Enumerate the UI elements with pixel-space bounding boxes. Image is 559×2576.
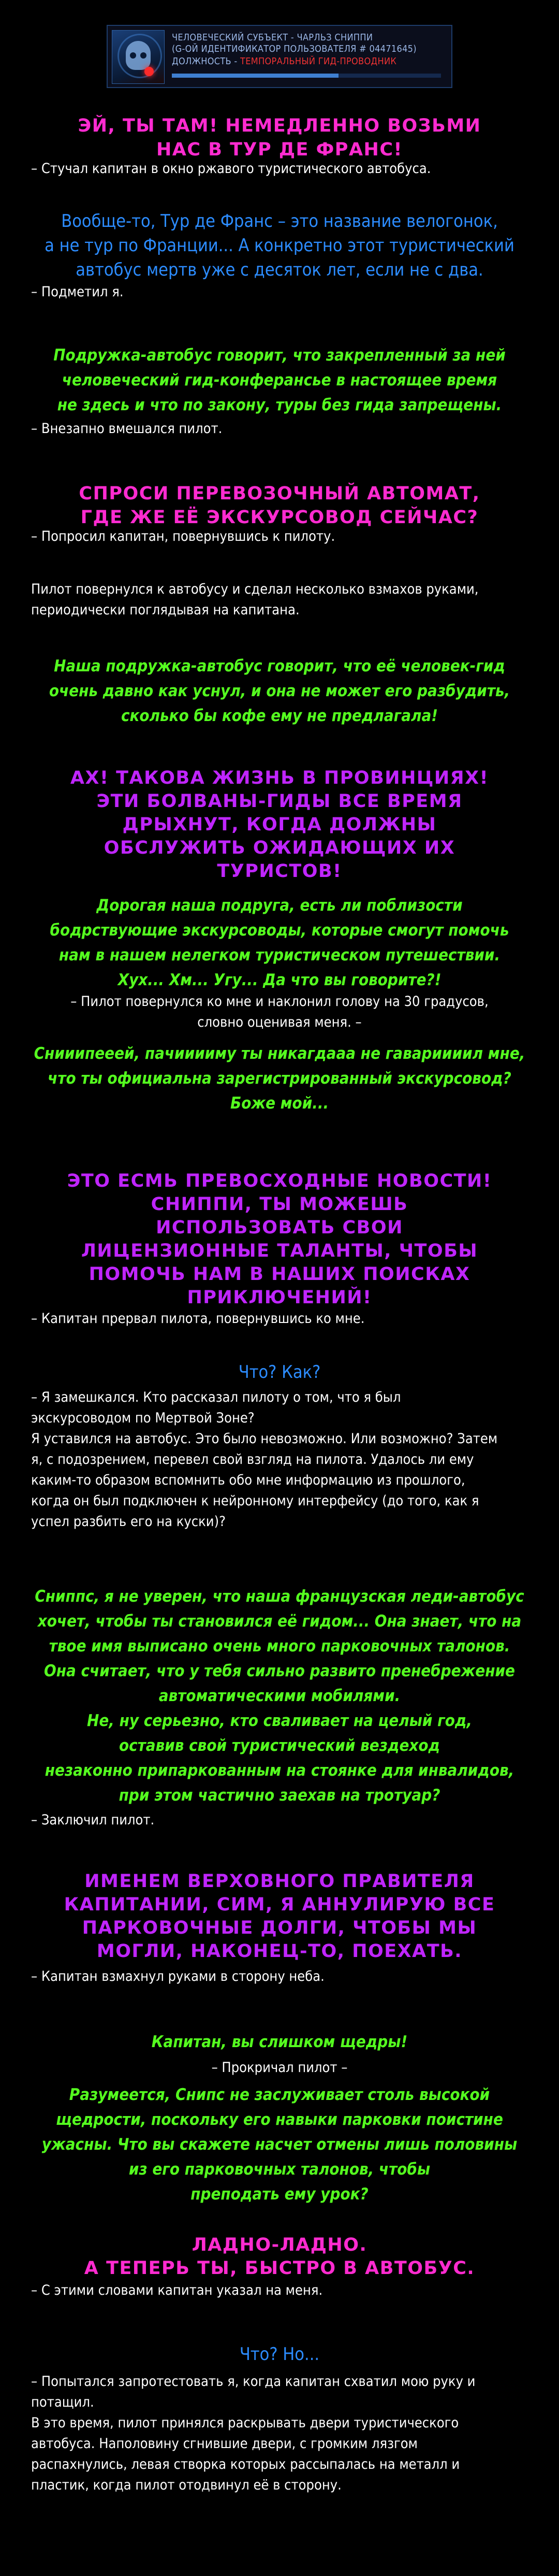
text-line: – Пилот повернулся ко мне и наклонил голову на 30 градусов, (70, 994, 489, 1010)
text-line: – Я замешкался. Кто рассказал пилоту о том, что я был (31, 1389, 401, 1405)
text-block-pink (0, 2234, 559, 2280)
text-block-white (31, 526, 528, 547)
text-line: А ТЕПЕРЬ ТЫ, БЫСТРО В АВТОБУС. (84, 2258, 475, 2279)
text-block-blue (0, 209, 559, 282)
text-line: щедрости, поскольку его навыки парковки поистине (56, 2110, 503, 2129)
text-block-green (0, 1584, 559, 1808)
text-line: ПОМОЧЬ НАМ В НАШИХ ПОИСКАХ (89, 1264, 470, 1285)
text-line: Вообще-то, Тур де Франс – это название велогонок, (61, 211, 498, 232)
text-line: ТУРИСТОВ! (217, 861, 342, 882)
text-line: что ты официальна зарегистрированный экскурсовод? (48, 1069, 511, 1088)
text-line: Не, ну серьезно, кто сваливает на целый год, (87, 1711, 472, 1730)
text-line: оставив свой туристический вездеход (119, 1736, 440, 1755)
text-line: распахнулись, левая створка которых рассыпалась на металл и (31, 2456, 460, 2472)
text-block-white (0, 2057, 559, 2078)
text-line: СПРОСИ ПЕРЕВОЗОЧНЫЙ АВТОМАТ, (79, 483, 480, 504)
text-line: из его парковочных талонов, чтобы (128, 2160, 431, 2179)
text-block-white (31, 2371, 528, 2496)
avatar-eye-right (140, 52, 146, 59)
text-line: Пилот повернулся к автобусу и сделал несколько взмахов руками, (31, 581, 479, 597)
text-line: ЭЙ, ТЫ ТАМ! НЕМЕДЛЕННО ВОЗЬМИ (78, 116, 481, 136)
text-line: хочет, чтобы ты становился её гидом... Она знает, что на (37, 1612, 522, 1631)
character-header-card (107, 25, 452, 88)
text-line: Сниппс, я не уверен, что наша французская леди-автобус (35, 1587, 524, 1606)
text-block-magenta (0, 1170, 559, 1309)
text-line: Хух... Хм... Угу... Да что вы говорите?! (117, 971, 442, 989)
text-line: ИМЕНЕМ ВЕРХОВНОГО ПРАВИТЕЛЯ (84, 1871, 475, 1892)
text-line: ужасны. Что вы скажете насчет отмены лишь половины (41, 2135, 518, 2154)
text-block-white (31, 419, 528, 439)
text-line: твое имя выписано очень много парковочных талонов. (49, 1637, 510, 1656)
text-block-pink (0, 114, 559, 162)
text-line: – Подметил я. (31, 284, 124, 300)
text-line: при этом частично заехав на тротуар? (119, 1786, 440, 1805)
text-block-pink (0, 482, 559, 529)
header-subject-line: ЧЕЛОВЕЧЕСКИЙ СУБЪЕКТ - ЧАРЛЬЗ СНИППИ (172, 32, 373, 43)
text-line: автоматическими мобилями. (158, 1687, 401, 1705)
text-line: Снииипееей, пачииииму ты никагдааа не гавариииил мне, (34, 1044, 525, 1063)
text-line: очень давно как уснул, и она не может его разбудить, (49, 682, 510, 700)
text-line: ПАРКОВОЧНЫЕ ДОЛГИ, ЧТОБЫ МЫ (82, 1918, 477, 1938)
text-line: ИСПОЛЬЗОВАТЬ СВОИ (156, 1217, 403, 1238)
text-block-white (31, 159, 528, 179)
text-line: – Заключил пилот. (31, 1812, 155, 1828)
text-line: Что? Как? (238, 1362, 321, 1383)
text-line: когда он был подключен к нейронному интерфейсу (до того, как я (31, 1493, 479, 1509)
text-line: потащил. (31, 2394, 94, 2410)
text-line: незаконно припаркованным на стоянке для инвалидов, (45, 1761, 514, 1780)
character-avatar (112, 30, 165, 84)
text-line: В это время, пилот принялся раскрывать двери туристического (31, 2415, 459, 2431)
text-line: Наша подружка-автобус говорит, что её человек-гид (54, 657, 505, 675)
text-line: ЭТО ЕСМЬ ПРЕВОСХОДНЫЕ НОВОСТИ! (67, 1171, 492, 1191)
text-block-white (31, 1966, 528, 1987)
text-line: – Стучал капитан в окно ржавого туристического автобуса. (31, 161, 431, 177)
text-line: Разумеется, Снипс не заслуживает столь высокой (69, 2085, 490, 2104)
text-block-white (31, 579, 528, 621)
text-line: Капитан, вы слишком щедры! (151, 2033, 408, 2051)
text-line: сколько бы кофе ему не предлагала! (121, 707, 438, 725)
text-block-green (0, 2030, 559, 2054)
text-line: я, с подозрением, перевел свой взгляд на пилота. Удалось ли ему (31, 1451, 474, 1467)
text-line: СНИППИ, ТЫ МОЖЕШЬ (151, 1194, 408, 1215)
text-line: преподать ему урок? (190, 2185, 369, 2204)
text-line: Что? Но... (239, 2344, 320, 2365)
text-block-magenta (0, 767, 559, 883)
text-line: периодически поглядывая на капитана. (31, 602, 300, 618)
text-line: автобус мертв уже с десяток лет, если не с два. (76, 260, 483, 280)
text-block-green (0, 2082, 559, 2207)
text-block-magenta (0, 1870, 559, 1963)
text-line: экскурсоводом по Мертвой Зоне? (31, 1410, 255, 1426)
text-line: ОБСЛУЖИТЬ ОЖИДАЮЩИХ ИХ (104, 838, 455, 858)
text-line: – Капитан прервал пилота, повернувшись ко мне. (31, 1311, 365, 1327)
text-block-blue (0, 1360, 559, 1384)
text-block-white (0, 991, 559, 1033)
text-line: Дорогая наша подруга, есть ли поблизости (96, 896, 463, 915)
header-progress-bar (172, 74, 441, 78)
text-line: не здесь и что по закону, туры без гида запрещены. (57, 396, 502, 414)
text-line: АХ! ТАКОВА ЖИЗНЬ В ПРОВИНЦИЯХ! (70, 768, 489, 788)
text-line: Она считает, что у тебя сильно развито пренебрежение (44, 1662, 515, 1680)
header-role-line (172, 56, 396, 67)
text-block-green (0, 343, 559, 418)
text-block-white (31, 282, 528, 303)
text-line: нам в нашем нелегком туристическом путешествии. (58, 946, 501, 965)
text-block-green (0, 893, 559, 992)
text-block-white (31, 1387, 528, 1532)
text-block-blue (0, 2342, 559, 2366)
text-line: КАПИТАНИИ, СИМ, Я АННУЛИРУЮ ВСЕ (64, 1894, 495, 1915)
header-role-prefix: ДОЛЖНОСТЬ - (172, 56, 240, 67)
text-line: Подружка-автобус говорит, что закрепленный за ней (53, 346, 506, 365)
header-id-line: (G-ОЙ ИДЕНТИФИКАТОР ПОЛЬЗОВАТЕЛЯ # 04471645) (172, 44, 417, 54)
text-block-green (0, 1041, 559, 1116)
text-line: автобуса. Наполовину сгнившие двери, с громким лязгом (31, 2436, 418, 2452)
text-line: а не тур по Франции... А конкретно этот туристический (45, 235, 514, 256)
text-line: ЭТИ БОЛВАНЫ-ГИДЫ ВСЕ ВРЕМЯ (96, 791, 463, 812)
avatar-eye-left (130, 52, 136, 59)
text-line: ПРИКЛЮЧЕНИЙ! (187, 1287, 372, 1308)
text-line: ЛАДНО-ЛАДНО. (192, 2235, 367, 2255)
text-line: ЛИЦЕНЗИОННЫЕ ТАЛАНТЫ, ЧТОБЫ (81, 1241, 478, 1261)
header-role-value: ТЕМПОРАЛЬНЫЙ ГИД-ПРОВОДНИК (240, 56, 397, 67)
text-block-white (31, 2280, 528, 2301)
text-line: Я уставился на автобус. Это было невозможно. Или возможно? Затем (31, 1431, 498, 1447)
text-block-white (31, 1308, 528, 1329)
text-line: – Капитан взмахнул руками в сторону неба. (31, 1968, 325, 1984)
text-line: – Попросил капитан, повернувшись к пилоту. (31, 528, 335, 544)
text-line: человеческий гид-конферансье в настоящее время (62, 371, 497, 390)
text-line: Боже мой... (230, 1094, 329, 1113)
text-line: НАС В ТУР ДЕ ФРАНС! (156, 139, 403, 160)
red-spark-icon (144, 67, 154, 76)
text-line: ДРЫХНУТ, КОГДА ДОЛЖНЫ (122, 814, 437, 835)
text-line: МОГЛИ, НАКОНЕЦ-ТО, ПОЕХАТЬ. (96, 1941, 463, 1962)
text-block-green (0, 654, 559, 728)
text-line: бодрствующие экскурсоводы, которые смогут помочь (50, 921, 509, 940)
text-line: – Внезапно вмешался пилот. (31, 421, 223, 437)
header-progress-fill (172, 74, 339, 78)
text-line: ГДЕ ЖЕ ЕЁ ЭКСКУРСОВОД СЕЙЧАС? (80, 507, 479, 528)
text-line: словно оценивая меня. – (197, 1014, 362, 1030)
text-line: – Попытался запротестовать я, когда капитан схватил мою руку и (31, 2373, 476, 2390)
text-line: успел разбить его на куски)? (31, 1514, 226, 1530)
text-line: – С этими словами капитан указал на меня. (31, 2282, 323, 2298)
text-line: – Прокричал пилот – (211, 2060, 348, 2076)
text-block-white (31, 1810, 528, 1831)
text-line: пластик, когда пилот отодвинул её в сторону. (31, 2477, 342, 2493)
text-line: каким-то образом вспомнить обо мне информацию из прошлого, (31, 1472, 465, 1488)
